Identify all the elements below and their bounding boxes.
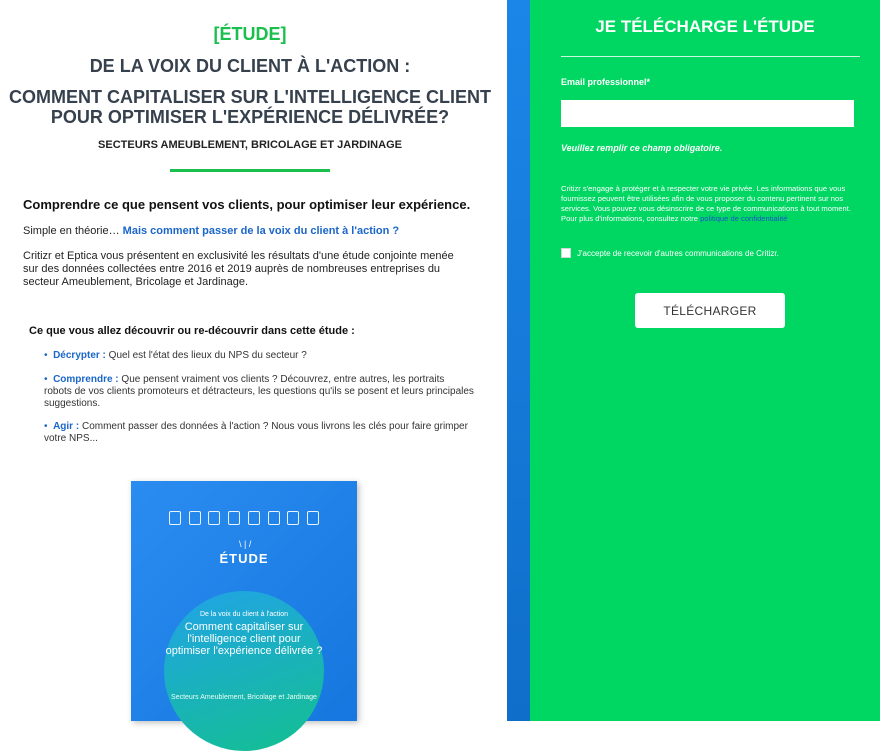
privacy-text: Critizr s'engage à protéger et à respecter votre vie privée. Les informations que vous fournissez peuvent être utilisées afin de vous proposer du contenu pertinent sur nos services. Vous pouvez vous désinscrire de ce type de communications à tout moment. Pour plus d'informations, consultez notre bbox=[561, 184, 851, 223]
list-item-text: Que pensent vraiment vos clients ? Découvrez, entre autres, les portraits robots de vos clients promoteurs et détracteurs, les questions qu'ils se posent et leurs principales suggestions. bbox=[44, 374, 474, 409]
jar-icon bbox=[268, 511, 280, 525]
blue-divider-bar bbox=[507, 0, 530, 721]
voice-to-action-link[interactable]: Mais comment passer de la voix du client à l'action ? bbox=[122, 225, 400, 237]
burst-icon: \ | / bbox=[239, 539, 252, 549]
tool-icon bbox=[169, 511, 181, 525]
discover-heading: Ce que vous allez découvrir ou re-découvrir dans cette étude : bbox=[29, 325, 355, 337]
study-cover-image bbox=[131, 481, 357, 721]
bullet-icon: • bbox=[44, 421, 48, 432]
spray-icon bbox=[228, 511, 240, 525]
lead-text: Comprendre ce que pensent vos clients, pour optimiser leur expérience. bbox=[23, 197, 471, 212]
bullet-icon: • bbox=[44, 374, 48, 385]
cover-icons bbox=[169, 511, 319, 531]
download-form-panel bbox=[530, 0, 880, 721]
cover-circle-sub: Secteurs Ameublement, Bricolage et Jardinage bbox=[171, 694, 317, 701]
page-title-line1: DE LA VOIX DU CLIENT À L'ACTION : bbox=[89, 56, 411, 76]
privacy-policy-link[interactable]: politique de confidentialité bbox=[700, 214, 788, 223]
list-item bbox=[44, 374, 474, 410]
optin-checkbox[interactable] bbox=[561, 248, 571, 258]
intro-paragraph: Critizr et Eptica vous présentent en exclusivité les résultats d'une étude conjointe menée sur des données collectées entre 2016 et 2019 auprès de nombreuses entreprises du secteur Ameublement, Bricolage et Jardinage. bbox=[23, 250, 454, 288]
list-item-text: Quel est l'état des lieux du NPS du secteur ? bbox=[108, 350, 307, 361]
cover-circle-main: Comment capitaliser sur l'intelligence client pour optimiser l'expérience délivrée ? bbox=[165, 621, 323, 657]
cover-circle bbox=[164, 591, 324, 751]
divider bbox=[170, 169, 330, 172]
cover-label: ÉTUDE bbox=[219, 551, 269, 566]
privacy-notice bbox=[561, 184, 856, 224]
page-title-line2a: COMMENT CAPITALISER SUR L'INTELLIGENCE CLIENT bbox=[9, 87, 491, 107]
form-title: JE TÉLÉCHARGE L'ÉTUDE bbox=[595, 17, 815, 36]
wrench-icon bbox=[208, 511, 220, 525]
sectors-subtitle: SECTEURS AMEUBLEMENT, BRICOLAGE ET JARDINAGE bbox=[98, 139, 402, 151]
list-item-key: Agir : bbox=[53, 421, 80, 432]
optin-label: J'accepte de recevoir d'autres communications de Critizr. bbox=[577, 248, 779, 258]
list-item bbox=[44, 421, 474, 445]
download-button[interactable]: TÉLÉCHARGER bbox=[635, 293, 785, 328]
page-title-line2 bbox=[0, 87, 500, 127]
plant-pot-icon bbox=[307, 511, 319, 525]
cover-circle-small: De la voix du client à l'action bbox=[199, 611, 289, 618]
email-field[interactable] bbox=[561, 100, 854, 127]
list-item-key: Décrypter : bbox=[53, 350, 106, 361]
email-error-message: Veuillez remplir ce champ obligatoire. bbox=[561, 143, 723, 153]
simple-line bbox=[23, 225, 399, 237]
paint-can-icon bbox=[248, 511, 260, 525]
page-title-line2b: POUR OPTIMISER L'EXPÉRIENCE DÉLIVRÉE? bbox=[50, 107, 450, 127]
list-item-text: Comment passer des données à l'action ? Nous vous livrons les clés pour faire grimper votre NPS... bbox=[44, 421, 468, 444]
list-item bbox=[44, 350, 474, 362]
study-tag: [ÉTUDE] bbox=[213, 24, 287, 44]
simple-prefix: Simple en théorie… bbox=[23, 225, 120, 237]
hammer-icon bbox=[287, 511, 299, 525]
form-divider bbox=[561, 56, 860, 57]
list-item-key: Comprendre : bbox=[53, 374, 119, 385]
optin-row[interactable] bbox=[561, 248, 779, 258]
watering-can-icon bbox=[189, 511, 201, 525]
bullet-icon: • bbox=[44, 350, 48, 361]
email-label: Email professionnel* bbox=[561, 77, 651, 87]
